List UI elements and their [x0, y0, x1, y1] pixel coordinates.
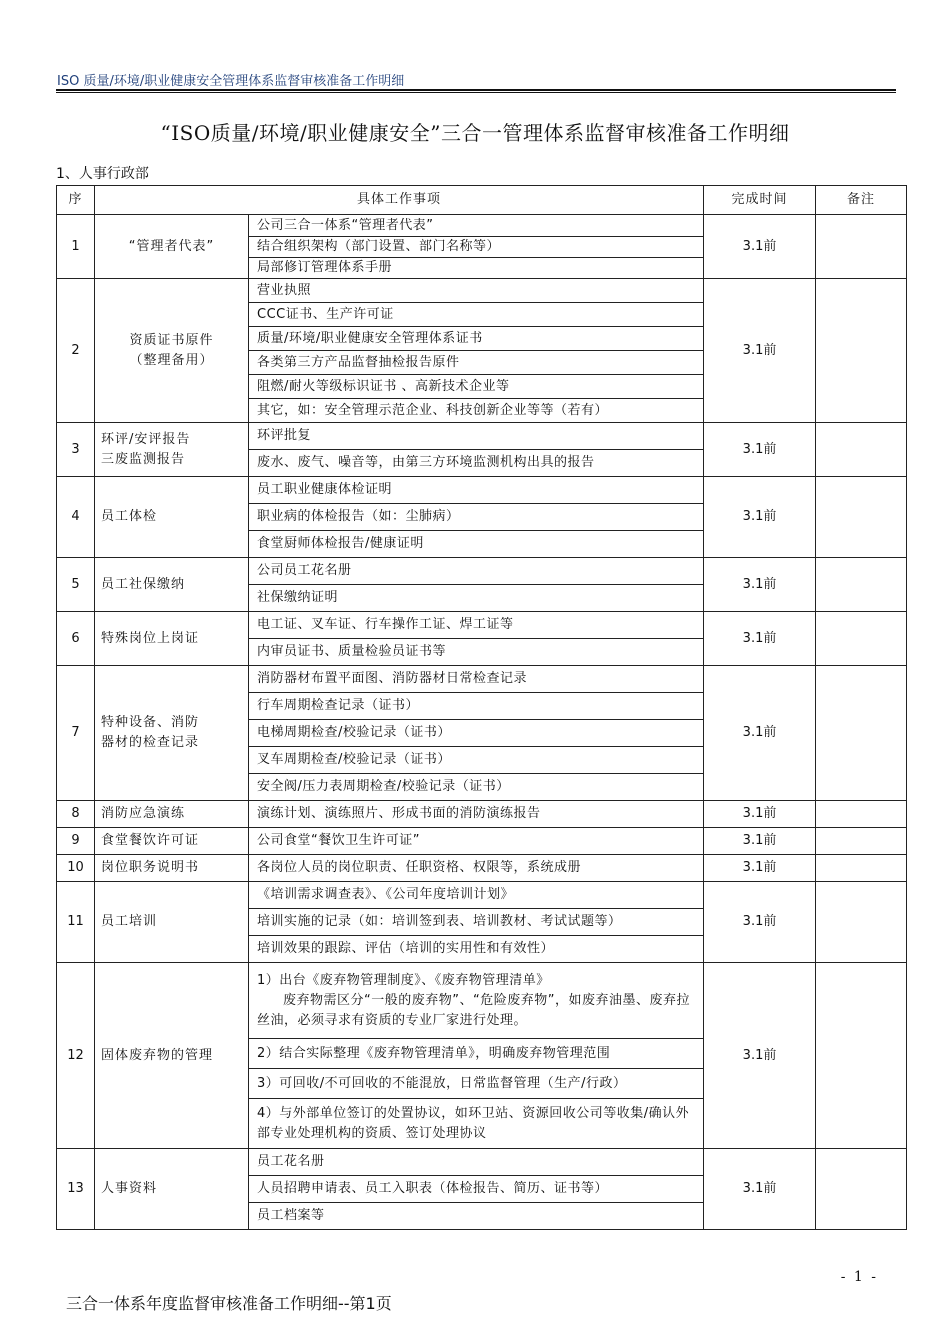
- row-time: 3.1前: [704, 423, 816, 477]
- table-row: [57, 279, 907, 303]
- row-item: 行车周期检查记录（证书）: [249, 693, 704, 720]
- table-row: [57, 612, 907, 639]
- table-row: [57, 477, 907, 504]
- row-time: 3.1前: [704, 882, 816, 963]
- table-row: [57, 558, 907, 585]
- row-time: 3.1前: [704, 828, 816, 855]
- row-remark: [816, 279, 907, 423]
- table-row: [57, 882, 907, 909]
- row-item: 3）可回收/不可回收的不能混放，日常监督管理（生产/行政）: [249, 1069, 704, 1099]
- col-header-time: 完成时间: [704, 186, 816, 215]
- row-category: 固体废弃物的管理: [95, 963, 249, 1149]
- table-row: [57, 1149, 907, 1176]
- row-time: 3.1前: [704, 612, 816, 666]
- row-item: 2）结合实际整理《废弃物管理清单》，明确废弃物管理范围: [249, 1039, 704, 1069]
- row-item-line: 1）出台《废弃物管理制度》、《废弃物管理清单》: [257, 972, 550, 988]
- row-remark: [816, 215, 907, 279]
- row-category: 员工培训: [95, 882, 249, 963]
- row-item: 员工职业健康体检证明: [249, 477, 704, 504]
- row-time: 3.1前: [704, 963, 816, 1149]
- row-category: 人事资料: [95, 1149, 249, 1230]
- row-remark: [816, 882, 907, 963]
- row-time: 3.1前: [704, 279, 816, 423]
- row-item: 4）与外部单位签订的处置协议，如环卫站、资源回收公司等收集/确认外部专业处理机构的资质、签订处理协议: [249, 1099, 704, 1149]
- table-header-row: [57, 186, 907, 215]
- col-header-item: 具体工作事项: [95, 186, 704, 215]
- table-row: [57, 963, 907, 1039]
- row-remark: [816, 828, 907, 855]
- row-item: 叉车周期检查/校验记录（证书）: [249, 747, 704, 774]
- row-category: “管理者代表”: [95, 215, 249, 279]
- row-number: 10: [57, 855, 95, 882]
- row-time: 3.1前: [704, 215, 816, 279]
- document-title: “ISO质量/环境/职业健康安全”三合一管理体系监督审核准备工作明细: [160, 121, 790, 145]
- row-remark: [816, 801, 907, 828]
- row-time: 3.1前: [704, 477, 816, 558]
- row-number: 4: [57, 477, 95, 558]
- row-category: 特殊岗位上岗证: [95, 612, 249, 666]
- row-item: 公司三合一体系“管理者代表”: [249, 215, 704, 237]
- row-remark: [816, 612, 907, 666]
- row-item: 环评批复: [249, 423, 704, 450]
- row-time: 3.1前: [704, 801, 816, 828]
- row-item: 结合组织架构（部门设置、部门名称等）: [249, 237, 704, 258]
- col-header-no: 序: [57, 186, 95, 215]
- row-item: 营业执照: [249, 279, 704, 303]
- table-row: [57, 828, 907, 855]
- row-item: 公司食堂“餐饮卫生许可证”: [249, 828, 704, 855]
- row-category: 员工社保缴纳: [95, 558, 249, 612]
- table-row: [57, 801, 907, 828]
- row-remark: [816, 423, 907, 477]
- row-item: 消防器材布置平面图、消防器材日常检查记录: [249, 666, 704, 693]
- table-row: [57, 666, 907, 693]
- row-number: 13: [57, 1149, 95, 1230]
- row-category: 食堂餐饮许可证: [95, 828, 249, 855]
- row-item-note: 废弃物需区分“一般的废弃物”、“危险废弃物”，如废弃油墨、废弃拉丝油，必须寻求有资质的专业厂家进行处理。: [257, 992, 690, 1028]
- row-time: 3.1前: [704, 1149, 816, 1230]
- row-item: 培训效果的跟踪、评估（培训的实用性和有效性）: [249, 936, 704, 963]
- row-remark: [816, 1149, 907, 1230]
- table-row: [57, 855, 907, 882]
- row-item: 员工花名册: [249, 1149, 704, 1176]
- col-header-remark: 备注: [816, 186, 907, 215]
- work-table: [56, 185, 907, 1230]
- running-header: ISO 质量/环境/职业健康安全管理体系监督审核准备工作明细: [57, 74, 405, 89]
- row-number: 9: [57, 828, 95, 855]
- row-time: 3.1前: [704, 558, 816, 612]
- row-time: 3.1前: [704, 666, 816, 801]
- row-number: 8: [57, 801, 95, 828]
- row-category: [95, 423, 249, 477]
- row-category: 消防应急演练: [95, 801, 249, 828]
- row-number: 6: [57, 612, 95, 666]
- row-item: 《培训需求调查表》、《公司年度培训计划》: [249, 882, 704, 909]
- row-item: 阻燃/耐火等级标识证书 、高新技术企业等: [249, 375, 704, 399]
- row-category-line: 器材的检查记录: [101, 735, 200, 750]
- row-item: 局部修订管理体系手册: [249, 258, 704, 279]
- row-number: 1: [57, 215, 95, 279]
- row-number: 3: [57, 423, 95, 477]
- row-item: 社保缴纳证明: [249, 585, 704, 612]
- row-item: 食堂厨师体检报告/健康证明: [249, 531, 704, 558]
- row-remark: [816, 963, 907, 1149]
- row-remark: [816, 666, 907, 801]
- row-number: 11: [57, 882, 95, 963]
- row-number: 5: [57, 558, 95, 612]
- page-footer: 三合一体系年度监督审核准备工作明细--第1页: [66, 1294, 392, 1313]
- row-item: 安全阀/压力表周期检查/校验记录（证书）: [249, 774, 704, 801]
- row-category-line: 资质证书原件: [129, 332, 214, 348]
- row-remark: [816, 477, 907, 558]
- row-item: 废水、废气、噪音等，由第三方环境监测机构出具的报告: [249, 450, 704, 477]
- row-number: 2: [57, 279, 95, 423]
- row-item: 培训实施的记录（如：培训签到表、培训教材、考试试题等）: [249, 909, 704, 936]
- row-item: 人员招聘申请表、员工入职表（体检报告、简历、证书等）: [249, 1176, 704, 1203]
- row-time: 3.1前: [704, 855, 816, 882]
- row-item: 演练计划、演练照片、形成书面的消防演练报告: [249, 801, 704, 828]
- row-item: 公司员工花名册: [249, 558, 704, 585]
- row-item: 职业病的体检报告（如：尘肺病）: [249, 504, 704, 531]
- row-remark: [816, 855, 907, 882]
- table-row: [57, 423, 907, 450]
- row-item: 质量/环境/职业健康安全管理体系证书: [249, 327, 704, 351]
- row-category-line: （整理备用）: [129, 352, 214, 368]
- row-item: [249, 963, 704, 1039]
- row-item: 电工证、叉车证、行车操作工证、焊工证等: [249, 612, 704, 639]
- row-category: [95, 666, 249, 801]
- table-row: [57, 215, 907, 237]
- row-item: 员工档案等: [249, 1203, 704, 1230]
- row-item: 内审员证书、质量检验员证书等: [249, 639, 704, 666]
- row-remark: [816, 558, 907, 612]
- section-label: 1、人事行政部: [56, 166, 149, 182]
- row-item: 其它，如：安全管理示范企业、科技创新企业等等（若有）: [249, 399, 704, 423]
- row-number: 12: [57, 963, 95, 1149]
- page-number: - 1 -: [840, 1269, 878, 1285]
- row-number: 7: [57, 666, 95, 801]
- row-item: 电梯周期检查/校验记录（证书）: [249, 720, 704, 747]
- header-rule: [56, 89, 896, 93]
- row-item: 各岗位人员的岗位职责、任职资格、权限等，系统成册: [249, 855, 704, 882]
- row-category-line: 特种设备、消防: [101, 715, 200, 730]
- row-category-line: 三废监测报告: [101, 451, 186, 467]
- row-category-line: 环评/安评报告: [101, 431, 191, 447]
- row-category: 岗位职务说明书: [95, 855, 249, 882]
- row-item: CCC证书、生产许可证: [249, 303, 704, 327]
- row-category: 员工体检: [95, 477, 249, 558]
- row-category: [95, 279, 249, 423]
- row-item: 各类第三方产品监督抽检报告原件: [249, 351, 704, 375]
